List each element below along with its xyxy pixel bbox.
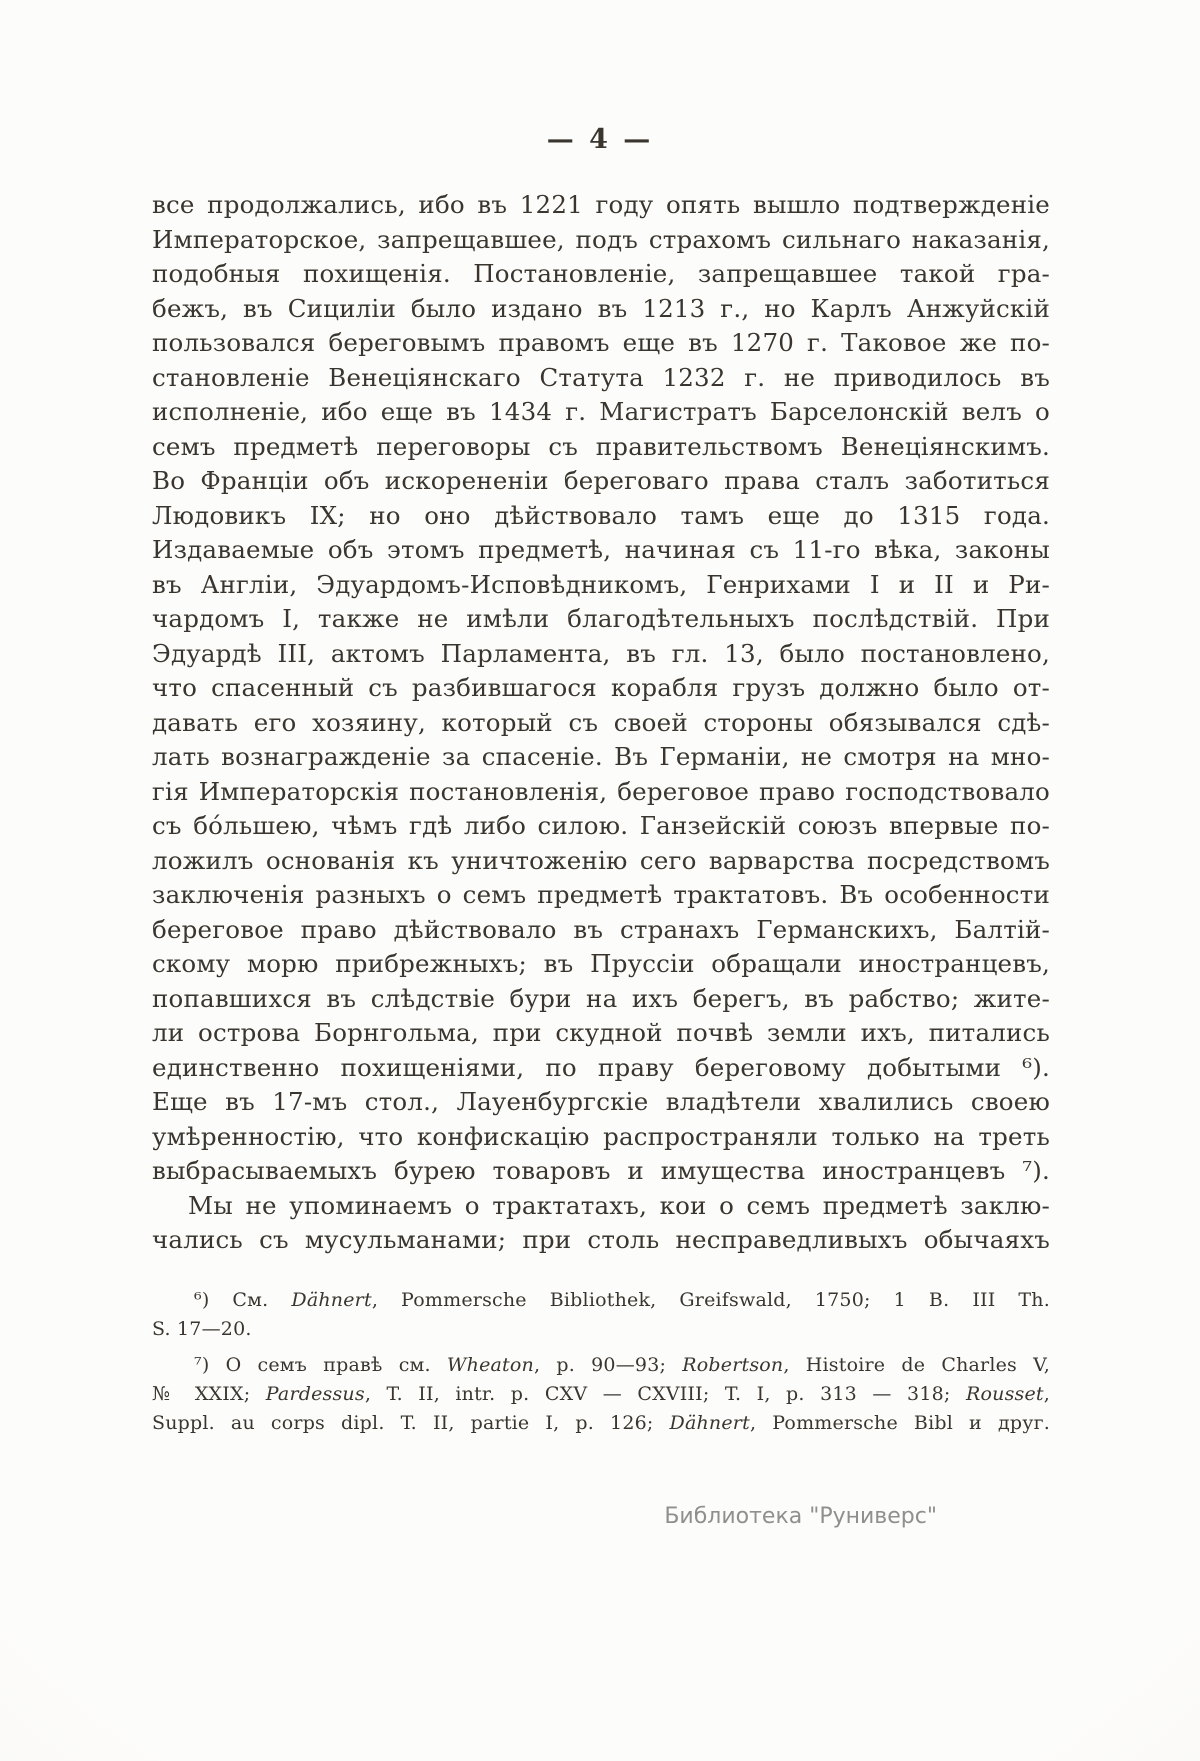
text-line: ложилъ основанія къ уничтоженію сего варварства посредствомъ [152, 845, 1050, 875]
text-line: умѣренностію, что конфискацію распространяли только на треть [152, 1121, 1050, 1151]
text-line: подобныя похищенія. Постановленіе, запрещавшее такой гра- [152, 259, 1050, 288]
text-line: лать вознагражденіе за спасеніе. Въ Германіи, не смотря на мно- [152, 742, 1050, 771]
text-line: давать его хозяину, который съ своей стороны обязывался сдѣ- [152, 707, 1050, 737]
text-line: Мы не упоминаемъ о трактатахъ, кои о семъ предметѣ заклю- [188, 1190, 1050, 1220]
text-line: выбрасываемыхъ бурею товаровъ и имущества иностранцевъ ⁷). [152, 1156, 1050, 1185]
text-line: ⁷) О семъ правѣ см. Wheaton, p. 90—93; Robertson, Histoire de Charles V, [194, 1354, 1050, 1376]
main-text [152, 188, 1050, 1258]
text-line: въ Англіи, Эдуардомъ-Исповѣдникомъ, Генрихами I и II и Ри- [152, 569, 1050, 599]
text-line: чались съ мусульманами; при столь несправедливыхъ обычаяхъ [152, 1225, 1050, 1254]
text-line: заключенія разныхъ о семъ предметѣ трактатовъ. Въ особенности [152, 880, 1050, 909]
text-line: съ бо́льшею, чѣмъ гдѣ либо силою. Ганзейскій союзъ впервые по- [152, 811, 1050, 840]
text-line: единственно похищеніями, по праву береговому добытыми ⁶). [152, 1052, 1050, 1082]
text-line: Suppl. au corps dipl. T. II, partie I, p. 126; Dähnert, Pommersche Bibl и друг. [152, 1412, 1050, 1434]
text-line: семъ предметѣ переговоры съ правительствомъ Венеціянскимъ. [152, 431, 1050, 461]
text-line: Императорское, запрещавшее, подъ страхомъ сильнаго наказанія, [152, 224, 1050, 254]
text-line: гія Императорскія постановленія, береговое право господствовало [152, 776, 1050, 806]
text-line: Издаваемые объ этомъ предметѣ, начиная съ 11-го вѣка, законы [152, 535, 1050, 564]
text-line: ⁶) См. Dähnert, Pommersche Bibliothek, Greifswald, 1750; 1 B. III Th. [194, 1289, 1050, 1311]
text-line: становленіе Венеціянскаго Статута 1232 г. не приводилось въ [152, 362, 1050, 392]
text-line: S. 17—20. [152, 1318, 252, 1340]
footnote [152, 1286, 1050, 1344]
text-line: что спасенный съ разбившагося корабля грузъ должно было от- [152, 673, 1050, 702]
text-line: Людовикъ IX; но оно дѣйствовало тамъ еще до 1315 года. [152, 500, 1050, 530]
text-line: исполненіе, ибо еще въ 1434 г. Магистратъ Барселонскій велъ о [152, 397, 1050, 426]
paragraph [152, 1189, 1050, 1258]
paragraph [152, 188, 1050, 1189]
text-line: бежъ, въ Сициліи было издано въ 1213 г., но Карлъ Анжуйскій [152, 293, 1050, 323]
text-line: все продолжались, ибо въ 1221 году опять вышло подтвержденіе [152, 190, 1050, 219]
text-line: береговое право дѣйствовало въ странахъ Германскихъ, Балтій- [152, 914, 1050, 944]
text-line: Эдуардѣ III, актомъ Парламента, въ гл. 13, было постановлено, [152, 638, 1050, 668]
text-line: чардомъ I, также не имѣли благодѣтельныхъ послѣдствій. При [152, 604, 1050, 633]
page-number: — 4 — [546, 124, 654, 155]
text-line: Во Франціи объ искорененіи береговаго права сталъ заботиться [152, 466, 1050, 495]
text-line: пользовался береговымъ правомъ еще въ 1270 г. Таковое же по- [152, 328, 1050, 357]
text-line: Еще въ 17-мъ стол., Лауенбургскіе владѣтели хвалились своею [152, 1087, 1050, 1116]
watermark: Библиотека "Руниверс" [664, 1504, 937, 1529]
text-line: попавшихся въ слѣдствіе бури на ихъ берегъ, въ рабство; жите- [152, 983, 1050, 1013]
text-line: ли острова Борнгольма, при скудной почвѣ земли ихъ, питались [152, 1018, 1050, 1047]
text-line: № XXIX; Pardessus, T. II, intr. p. CXV — CXVIII; T. I, p. 313 — 318; Rousset, [152, 1383, 1050, 1405]
text-line: скому морю прибрежныхъ; въ Пруссіи обращали иностранцевъ, [152, 949, 1050, 978]
footnote [152, 1351, 1050, 1438]
footnotes-block [152, 1286, 1050, 1445]
